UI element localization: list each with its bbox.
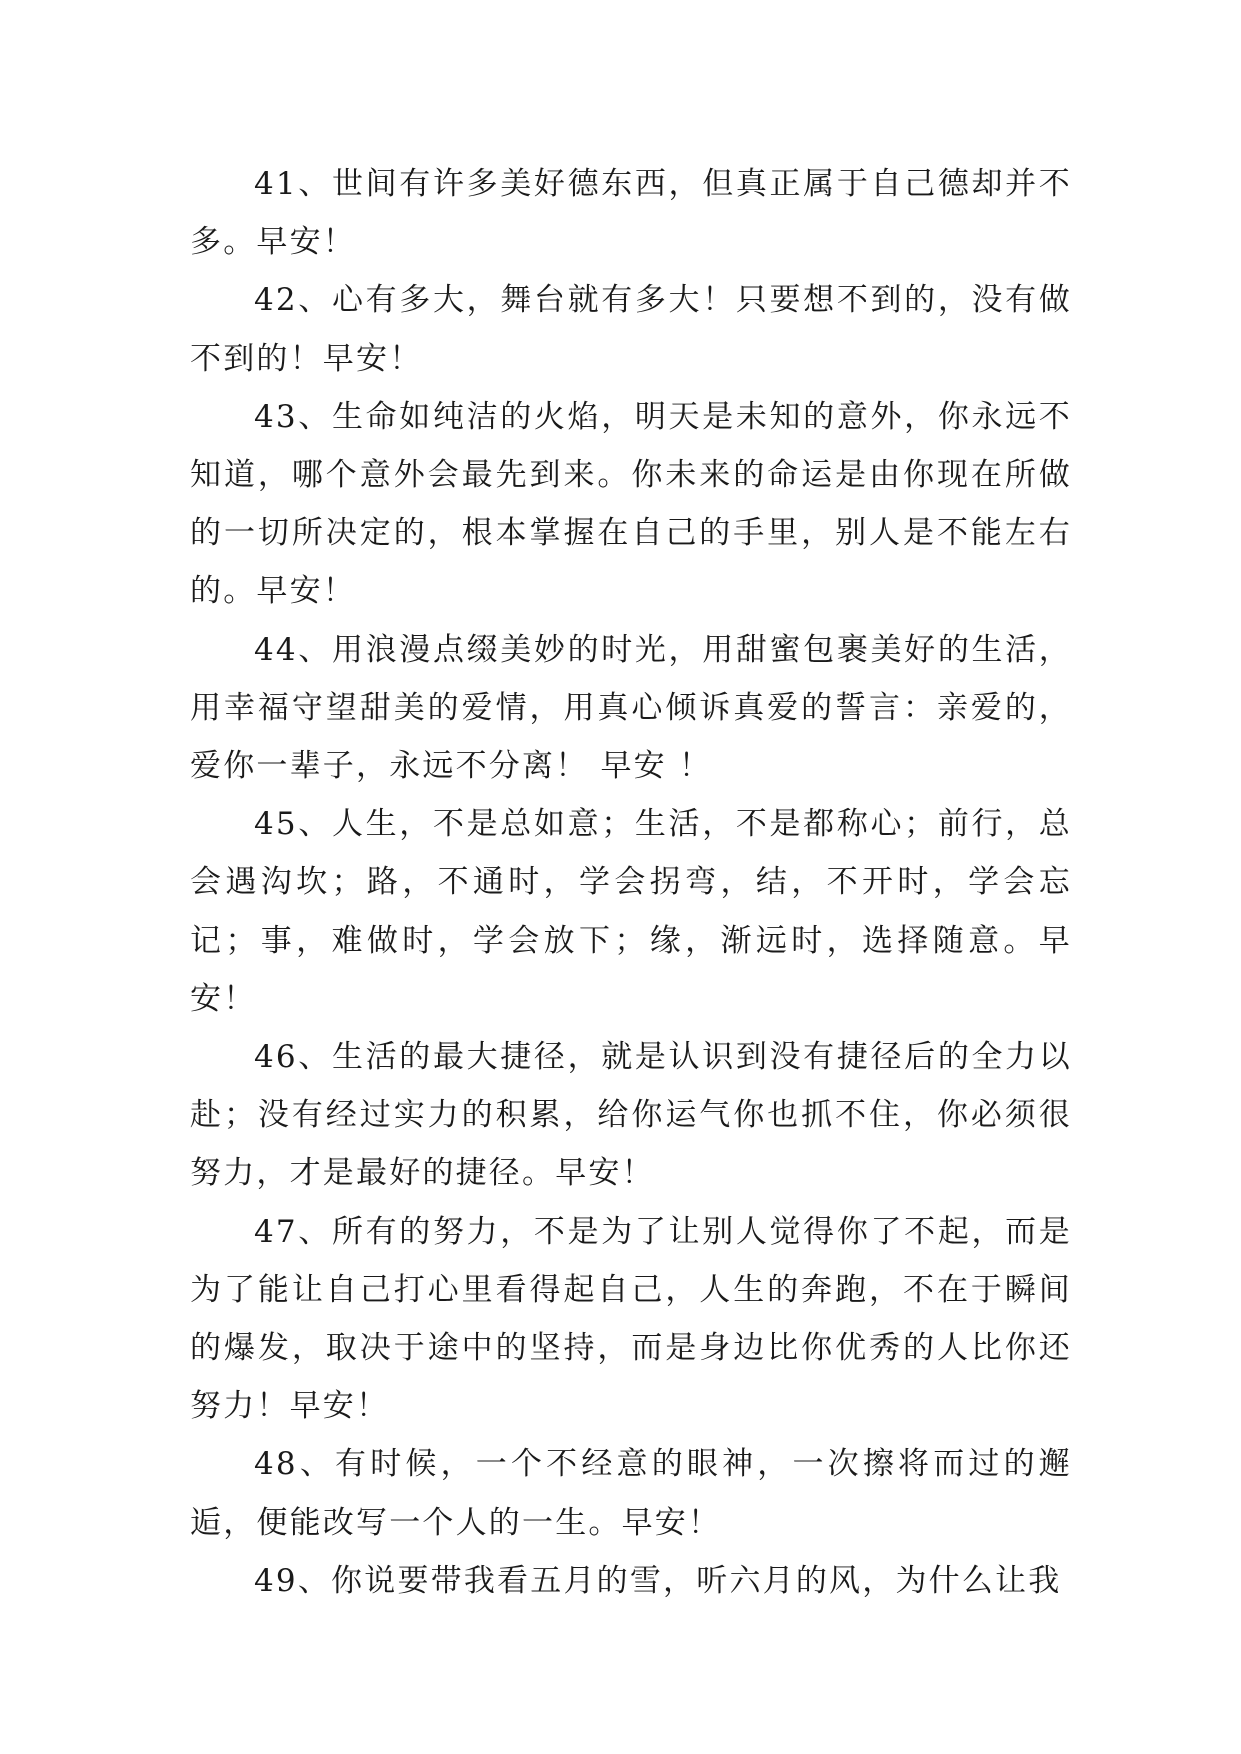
paragraph-47: 47、所有的努力，不是为了让别人觉得你了不起，而是为了能让自己打心里看得起自己，人生的奔跑，不在于瞬间的爆发，取决于途中的坚持，而是身边比你优秀的人比你还努力！早安！: [190, 1213, 1072, 1425]
paragraph-42: 42、心有多大，舞台就有多大！只要想不到的，没有做不到的！早安！: [190, 282, 1072, 377]
document-body: [190, 155, 1072, 1610]
paragraph-49: 49、你说要带我看五月的雪，听六月的风，为什么让我: [254, 1562, 1062, 1599]
paragraph-43: 43、生命如纯洁的火焰，明天是未知的意外，你永远不知道，哪个意外会最先到来。你未来的命运是由你现在所做的一切所决定的，根本掌握在自己的手里，别人是不能左右的。早安！: [190, 398, 1072, 610]
paragraph-48: 48、有时候，一个不经意的眼神，一次擦将而过的邂逅，便能改写一个人的一生。早安！: [190, 1446, 1072, 1541]
paragraph-46: 46、生活的最大捷径，就是认识到没有捷径后的全力以赴；没有经过实力的积累，给你运气你也抓不住，你必须很努力，才是最好的捷径。早安！: [190, 1039, 1072, 1192]
paragraph-44: 44、用浪漫点缀美妙的时光，用甜蜜包裹美好的生活，用幸福守望甜美的爱情，用真心倾诉真爱的誓言：亲爱的，爱你一辈子，永远不分离！ 早安 ！: [190, 631, 1072, 785]
paragraph-45: 45、人生，不是总如意；生活，不是都称心；前行，总会遇沟坎；路，不通时，学会拐弯，结，不开时，学会忘记；事，难做时，学会放下；缘，渐远时，选择随意。早安！: [190, 806, 1072, 1017]
paragraph-41: 41、世间有许多美好德东西，但真正属于自己德却并不多。早安！: [190, 166, 1072, 261]
